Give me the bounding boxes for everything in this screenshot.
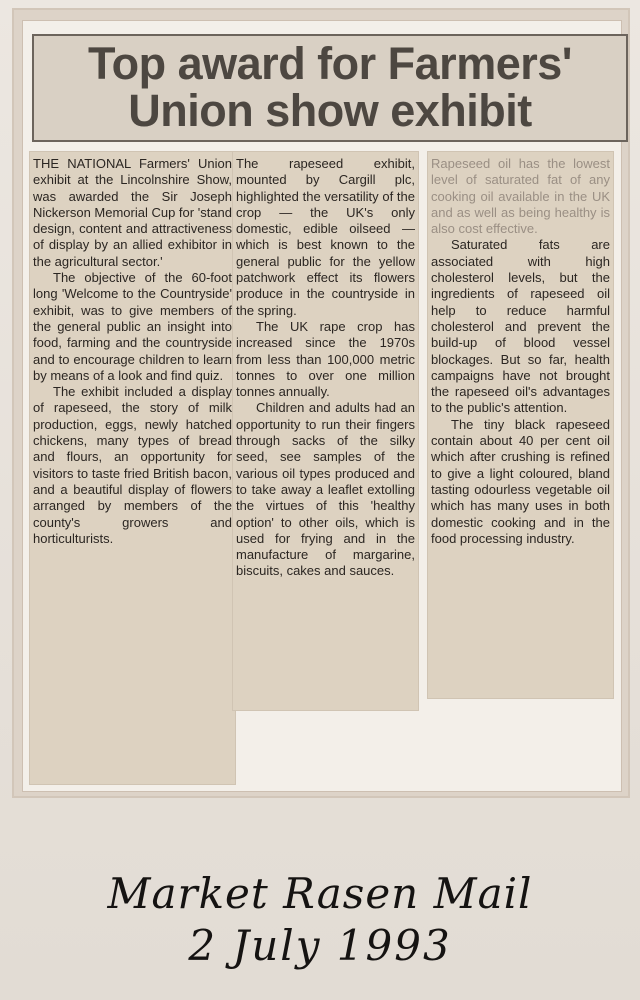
headline: Top award for Farmers' Union show exhibit bbox=[88, 38, 572, 136]
column-3-paragraph-3: The tiny black rapeseed contain about 40 per cent oil which after crushing is refined to give a light coloured, bland tasting odourless vegetable oil which has many uses in both domestic cooking and in the food processing industry. bbox=[431, 416, 610, 546]
column-1-paragraph-1: THE NATIONAL Farmers' Union exhibit at the Lincolnshire Show, was awarded the Sir Joseph Nickerson Memorial Cup for 'stand design, content and attractiveness of display by an allied exhibitor in the agricultural sector.' bbox=[33, 156, 232, 269]
caption-publication: Market Rasen Mail bbox=[107, 869, 533, 918]
column-1-paragraph-3: The exhibit included a display of rapeseed, the story of milk production, eggs, newly hatched chickens, many types of bread and flours, an opportunity for visitors to taste fried British bacon, and a beautiful display of flowers arranged by members of the county's growers and horticulturists. bbox=[33, 384, 232, 546]
article-column-2 bbox=[233, 152, 418, 710]
article-column-1 bbox=[30, 152, 235, 784]
column-2-paragraph-1: The rapeseed exhibit, mounted by Cargill plc, highlighted the versatility of the crop — the UK's only domestic, edible oilseed — which is best known to the general public for the yellow patchwork effect its flowers produce in the countryside in the spring. bbox=[236, 156, 415, 318]
column-3-paragraph-2: Saturated fats are associated with high cholesterol levels, but the ingredients of rapeseed oil help to reduce harmful cholesterol and prevent the build-up of blood vessel blockages. But so far, health campaigns have not brought the rapeseed oil's advantages to the public's attention. bbox=[431, 237, 610, 416]
caption-date: 2 July 1993 bbox=[188, 921, 452, 970]
column-2-paragraph-3: Children and adults had an opportunity to run their fingers through sacks of the silky seed, see samples of the various oil types produced and to take away a leaflet extolling the virtues of this 'healthy option' to other oils, which is used for frying and in the manufacture of margarine, biscuits, cakes and sauces. bbox=[236, 400, 415, 579]
handwritten-caption bbox=[0, 868, 640, 972]
headline-box bbox=[32, 34, 628, 142]
column-1-paragraph-2: The objective of the 60-foot long 'Welcome to the Countryside' exhibit, was to give members of the general public an insight into food, farming and the countryside and to encourage children to learn by means of a look and find quiz. bbox=[33, 270, 232, 383]
column-3-paragraph-1: Rapeseed oil has the lowest level of saturated fat of any cooking oil available in the UK and as well as being healthy is also cost effective. bbox=[431, 156, 610, 237]
article-column-3 bbox=[428, 152, 613, 698]
column-2-paragraph-2: The UK rape crop has increased since the 1970s from less than 100,000 metric tonnes to over one million tonnes annually. bbox=[236, 318, 415, 400]
